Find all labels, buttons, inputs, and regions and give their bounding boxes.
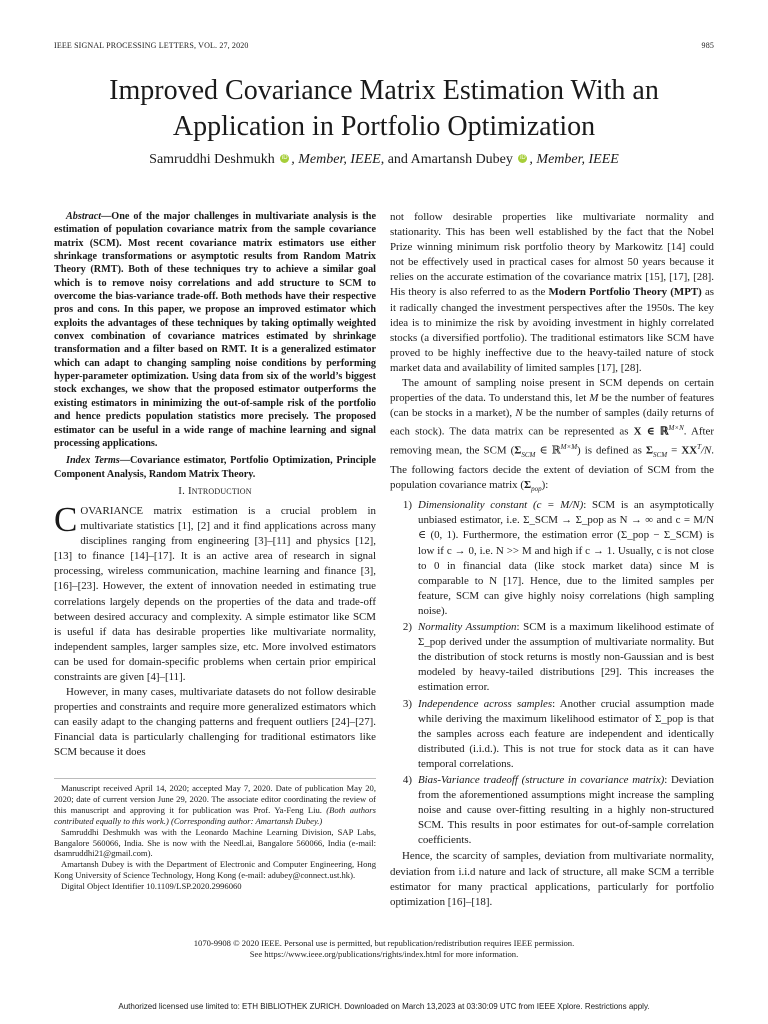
mpt-term: Modern Portfolio Theory (MPT) (548, 286, 702, 299)
list-item-head-2: (c = M/N) (527, 499, 584, 512)
p2i: Σ (514, 444, 522, 457)
p2e: be the number of samples (daily returns of each stock). The data matrix can be represented as (390, 407, 714, 438)
list-item (390, 498, 714, 619)
footnote-author-2: Amartansh Dubey is with the Department of Electronic and Computer Engineering, Hong Kong University of Science Technology, Hong Kong (e-mail: adubey@connect.ust.hk). (54, 859, 376, 881)
author-separator: , and (380, 152, 411, 167)
copyright-line-2: See https://www.ieee.org/publications/rights/index.html for more information. (249, 949, 519, 959)
list-item-text: : SCM is an asymptotically unbiased estimator, i.e. Σ_SCM → Σ_pop as N → ∞ and c = M/N ∈ (0, 1). Furthermore, the estimation error (Σ_pop − Σ_SCM) is low if c → 0, i.e. N >> M and high if c → 1. Usually, c is not close to 0 in financial data (like stock market data) since M is comparable to N [17]. Hence, due to the limited samples per feature, SCM can give highly noisy correlations (high sampling noise). (418, 499, 714, 617)
author-2-membership: , Member, IEEE (529, 152, 619, 167)
copyright-notice (54, 938, 714, 960)
footnote-manuscript (54, 783, 376, 827)
factor-list (390, 498, 714, 848)
list-item-body (418, 498, 714, 619)
p2g: M×N (668, 424, 684, 433)
list-item (390, 697, 714, 772)
footnote-rule (54, 778, 376, 779)
list-item-head: Bias-Variance tradeoff (structure in covariance matrix) (418, 773, 665, 786)
journal-info: IEEE SIGNAL PROCESSING LETTERS, VOL. 27, 2020 (54, 41, 249, 50)
left-column (54, 210, 376, 761)
paper-title (40, 73, 728, 145)
list-item-body (418, 697, 714, 772)
abstract-text: One of the major challenges in multivariate analysis is the estimation of population covariance matrix from the sample covariance matrix (SCM). Most recent covariance matrix estimators use either shrinkage transformations or asymptotic results from Random Matrix Theory (RMT). Both of these techniques try to achieve a similar goal which is to remove noisy correlations and add structure to SCM to overcome the bias-variance trade-off. Both methods have their respective pros and cons. In this paper, we propose an improved estimator which exploits the advantages of these techniques by taking optimally weighted convex combination of covariance matrices estimated by shrinkage transformation and a filter based on RMT. It is a generalized estimator which can adapt to changing sampling noise conditions by performing hyper-parameter optimization. Using data from six of the world’s biggest stock exchanges, we show that the proposed estimator outperforms the existing estimators in minimizing the out-of-sample risk of the portfolio and hence predicts population statistics more precisely. The proposed estimator can be useful in a wide range of machine learning and signal processing applications. (54, 211, 376, 449)
title-line-1: Improved Covariance Matrix Estimation With an (109, 75, 659, 106)
footnote-doi: Digital Object Identifier 10.1109/LSP.2020.2996060 (61, 881, 242, 892)
p2u: Σ (523, 479, 532, 492)
list-item-body (418, 620, 714, 695)
list-item-text: : SCM is a maximum likelihood estimate of Σ_pop derived under the assumption of multivariate normality. But the distribution of stock returns is mostly non-Gaussian and is best modeled by heavy-tailed distributions [29]. This increases the estimation error. (418, 621, 715, 694)
list-item-number: 1) (402, 499, 412, 512)
right-p1-c: as it radically changed the investment perspectives after the 1950s. The key idea is to minimize the risk by avoiding investment in highly correlated stocks (a diversified portfolio). The traditional estimators like SCM have proved to be highly ineffective due to the heavy-tailed nature of stock market data and availability of limited samples [17], [28]. (390, 286, 715, 374)
orcid-icon[interactable]: iD (281, 155, 288, 161)
p2k: ∈ ℝ (535, 444, 561, 457)
intro-paragraph-2: However, in many cases, multivariate datasets do not follow desirable properties and constraints and require more generalized estimators which can easily adapt to the changing patterns and frequent outliers [24]–[27]. Financial data is particularly challenging for traditional estimators like SCM because it does (54, 686, 376, 759)
title-line-2: Application in Portfolio Optimization (172, 111, 596, 142)
right-paragraph-3: Hence, the scarcity of samples, deviation from multivariate normality, deviation from i.i.d nature and lack of structure, all make SCM a terrible estimator for many practical applications, particularly for portfolio optimization [16]–[18]. (390, 850, 714, 908)
footnotes (54, 783, 376, 892)
section-heading (54, 484, 376, 499)
p2r: T (697, 443, 701, 452)
running-header (54, 41, 714, 50)
right-p1-a: not follow desirable properties like multivariate normality and stationarity. This has been well established by the fact that the Nobel Prize winning minimum risk portfolio theory by Markowitz [14] could not be effectively used in practical cases for almost 50 years because it relies on the accurate estimation of the covariance matrix [15], [17], [28]. His theory is also referred to as the (390, 211, 714, 299)
list-item-head: Independence across samples (418, 697, 553, 710)
p2j: SCM (521, 450, 536, 459)
download-notice: Authorized licensed use limited to: ETH BIBLIOTHEK ZURICH. Downloaded on March 13,2023 at 03:30:09 UTC from IEEE Xplore. Restrictions apply. (118, 1002, 650, 1011)
p2c: be the number of features (can be stocks in a market), (390, 392, 714, 420)
list-item-number: 2) (402, 621, 412, 634)
abstract-label: Abstract (66, 211, 102, 222)
intro-paragraph-1 (54, 499, 376, 685)
footnote-contribution: (Both authors contributed equally to this work.) (Corresponding author: Amartansh Dubey.) (54, 804, 376, 826)
author-2: Amartansh Dubey (410, 152, 513, 167)
list-item-text: : Deviation from the aforementioned assumptions might increase the sampling noise and cause over-fitting resulting in a highly non-structured SCM. This results in poor estimates for out-of-sample correlation coefficients. (418, 773, 714, 847)
p2f: X ∈ ℝ (633, 425, 669, 438)
p2p: = (667, 444, 682, 457)
p2o: SCM (653, 450, 668, 459)
list-item-head: Dimensionality constant (418, 499, 528, 512)
author-1-membership: , Member, IEEE (291, 152, 381, 167)
intro-paragraph-1-text: OVARIANCE matrix estimation is a crucial problem in multivariate statistics [1], [2] and it find applications across many disciplines ranging from engineering [3]–[11] and physics [12], [13] to finance [14]–[17]. It is an active area of research in signal processing, wireless communication, machine learning and finance [3], [16]–[23]. However, the extent of innovation needed in estimating true correlations largely depends on the properties of the data and trade-off between desired accuracy and complexity. A simple estimator like SCM is useful if data has desirable properties like multivariate normality, independent samples, larger samples size, etc. More involved estimators can be used for domain-specific problems when certain prior empirical constraints are given [4]–[11]. (54, 504, 376, 683)
list-item-body (418, 773, 714, 848)
p2l: M×M (560, 443, 578, 452)
list-item-number: 4) (402, 773, 412, 786)
footnote-manuscript-text: Manuscript received April 14, 2020; accepted May 7, 2020. Date of publication May 20, 2020; date of current version June 29, 2020. The associate editor coordinating the review of this manuscript and approving it for publication was Prof. Ya-Feng Liu. (54, 783, 376, 815)
orcid-icon[interactable]: iD (520, 155, 526, 161)
list-item-text: : Another crucial assumption made while deriving the maximum likelihood estimator of Σ_pop is that the samples across each feature are independent and identically distributed (i.i.d.). This is not true for stock data as it can have temporal correlations. (418, 697, 715, 770)
right-paragraph-1 (390, 210, 714, 376)
p2q: XX (681, 444, 698, 457)
p2m: ) is defined as (577, 444, 646, 457)
section-number: I. (178, 484, 185, 497)
p2n: Σ (645, 444, 654, 457)
abstract (54, 210, 376, 450)
section-title: Introduction (187, 484, 252, 497)
list-item (390, 773, 714, 848)
footnote-author-1: Samruddhi Deshmukh was with the Leonardo Machine Learning Division, SAP Labs, Bangalore 560066, India. She is now with the Needl.ai, Bangalore 560066, India (e-mail: dsamruddhi21@gmail.com). (54, 826, 376, 859)
abstract-dash: — (101, 211, 112, 222)
list-item-number: 3) (402, 697, 412, 710)
list-item-head: Normality Assumption (418, 621, 517, 634)
author-1: Samruddhi Deshmukh (149, 152, 275, 167)
index-terms-dash: — (119, 455, 130, 467)
copyright-line-1: 1070-9908 © 2020 IEEE. Personal use is permitted, but republication/redistribution requires IEEE permission. (193, 938, 575, 948)
right-column (390, 210, 714, 910)
p2h: . After removing mean, the SCM ( (390, 425, 715, 457)
index-terms-label: Index Terms (66, 455, 120, 467)
index-terms (54, 454, 376, 481)
p2a: The amount of sampling noise present in SCM depends on certain properties of the data. To understand this, let (390, 377, 714, 405)
dropcap: C (54, 499, 78, 539)
p2b: M (589, 392, 599, 405)
p2s: /N (700, 444, 712, 457)
p2v: pop (531, 485, 542, 494)
p2w: ): (541, 479, 549, 492)
index-terms-text: Covariance estimator, Portfolio Optimization, Principle Component Analysis, Random Matrix Theory. (54, 455, 376, 480)
page-number: 985 (701, 41, 714, 50)
list-item (390, 620, 714, 695)
p2t: . The following factors decide the extent of deviation of SCM from the population covariance matrix ( (390, 444, 714, 492)
right-paragraph-2 (390, 376, 714, 497)
p2d: N (515, 407, 523, 420)
author-line (40, 152, 728, 168)
